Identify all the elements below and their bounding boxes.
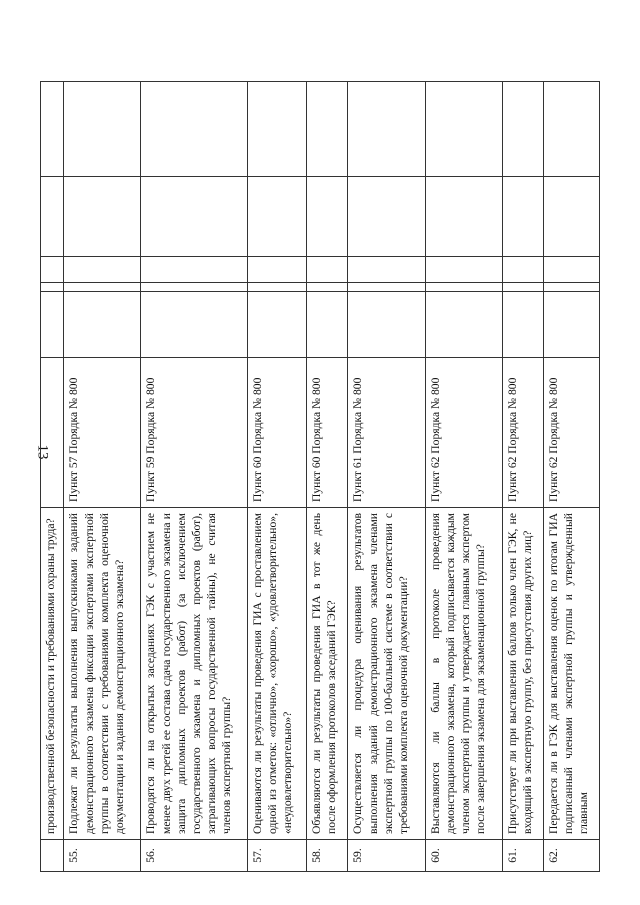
row-number: 57.: [247, 840, 306, 872]
row-number: 58.: [307, 840, 348, 872]
row-question: Оцениваются ли результаты проведения ГИА с проставлением одной из отметок: «отлично», «хорошо», «удовлетворительно», «неудовлетворительно»?: [247, 508, 306, 840]
row-reference: Пункт 60 Порядка № 800: [307, 358, 348, 508]
row-question: Объявляются ли результаты проведения ГИА в тот же день после оформления протоколов заседаний ГЭК?: [307, 508, 348, 840]
continuation-row: [41, 82, 64, 872]
row-question: Осуществляется ли процедура оценивания результатов выполнения заданий демонстрационного экзамена членами экспертной группы по 100-балльной системе в соответствии с требованиями комплекта оценочной документации?: [348, 508, 425, 840]
table-row: [425, 82, 502, 872]
row-reference: Пункт 60 Порядка № 800: [247, 358, 306, 508]
row-number: 56.: [141, 840, 248, 872]
table-row: [543, 82, 599, 872]
row-reference: Пункт 62 Порядка № 800: [502, 358, 543, 508]
row-question: Подлежат ли результаты выполнения выпускниками заданий демонстрационного экзамена фиксации экспертами экспертной группы в соответствии с требованиями комплекта оценочной документации и задания демонстрационного экзамена?: [64, 508, 141, 840]
row-reference: Пункт 62 Порядка № 800: [425, 358, 502, 508]
row-question: Выставляются ли баллы в протоколе проведения демонстрационного экзамена, который подписывается каждым членом экспертной группы и утверждается главным экспертом после завершения экзамена для экзаменационной группы?: [425, 508, 502, 840]
rotated-table-wrapper: [40, 82, 600, 872]
row-question: Передается ли в ГЭК для выставления оценок по итогам ГИА подписанный членами экспертной группы и утвержденный главным: [543, 508, 599, 840]
row-question: Проводятся ли на открытых заседаниях ГЭК с участием не менее двух третей ее состава сдача государственного экзамена и защита дипломных проектов (работ) (за исключением государственного экзамена и дипломных проектов (работ), затрагивающих вопросы государственной тайны), не считая членов экспертной группы?: [141, 508, 248, 840]
row-reference: Пункт 57 Порядка № 800: [64, 358, 141, 508]
table-row: [348, 82, 425, 872]
table-row: [247, 82, 306, 872]
row-question: Присутствует ли при выставлении баллов только член ГЭК, не входящий в экспертную группу, без присутствия других лиц?: [502, 508, 543, 840]
table-row: [502, 82, 543, 872]
row-number: 61.: [502, 840, 543, 872]
row-reference: Пункт 62 Порядка № 800: [543, 358, 599, 508]
table-row: [141, 82, 248, 872]
row-number: 60.: [425, 840, 502, 872]
row-reference: Пункт 59 Порядка № 800: [141, 358, 248, 508]
page-number: 13: [34, 444, 51, 460]
checklist-table: [40, 81, 600, 872]
table-row: [307, 82, 348, 872]
continuation-text: производственной безопасности и требованиями охраны труда?: [41, 508, 64, 840]
row-number: 59.: [348, 840, 425, 872]
row-number: 55.: [64, 840, 141, 872]
row-number: 62.: [543, 840, 599, 872]
table-row: [64, 82, 141, 872]
row-reference: Пункт 61 Порядка № 800: [348, 358, 425, 508]
